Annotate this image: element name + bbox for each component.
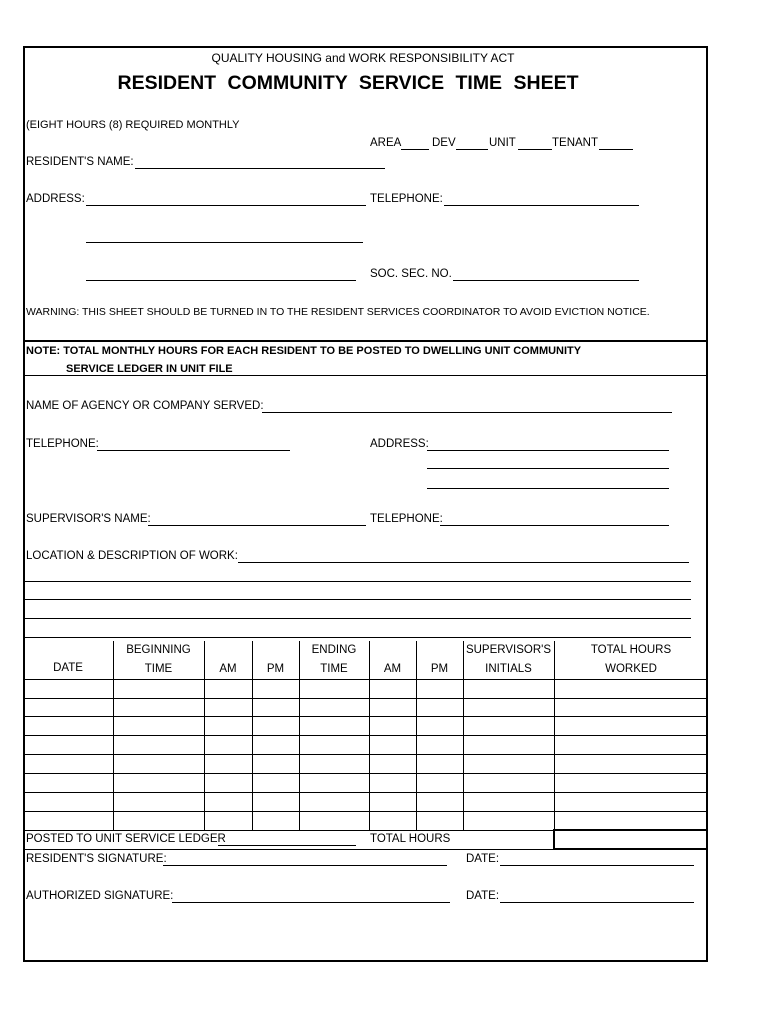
resident-signature-label: RESIDENT'S SIGNATURE: [26,853,167,865]
agency-address-label: ADDRESS: [370,438,429,450]
address-label: ADDRESS: [26,193,85,205]
col-supervisor-header-2: INITIALS [485,663,532,675]
authorized-signature-label: AUTHORIZED SIGNATURE: [26,890,174,902]
area-label: AREA [370,137,402,149]
col-end-header-1: ENDING [311,644,357,656]
supervisor-telephone-field[interactable] [440,525,669,526]
table-row[interactable] [23,811,708,812]
col-begin-header-2: TIME [144,663,173,675]
note-underline [23,375,708,376]
footer-divider [23,849,553,850]
description-line-1[interactable] [23,581,691,582]
warning-text: WARNING: THIS SHEET SHOULD BE TURNED IN TO THE RESIDENT SERVICES COORDINATOR TO AVOID EVICTION NOTICE. [26,306,650,318]
resident-signature-field[interactable] [163,865,447,866]
posted-ledger-field[interactable] [218,845,356,846]
ssn-label: SOC. SEC. NO. [370,268,452,280]
col-date-header: DATE [53,662,83,674]
description-line-4[interactable] [23,637,691,638]
telephone-label: TELEPHONE: [370,193,443,205]
col-pm-header: PM [266,663,285,675]
ssn-field[interactable] [453,280,639,281]
section-divider [23,340,708,342]
table-row[interactable] [23,754,708,755]
location-label: LOCATION & DESCRIPTION OF WORK: [26,550,238,562]
agency-telephone-field[interactable] [97,450,290,451]
agency-telephone-label: TELEPHONE: [26,438,99,450]
table-row[interactable] [23,830,553,831]
agency-address-line-3[interactable] [427,488,669,489]
agency-address-field[interactable] [427,450,669,451]
telephone-field[interactable] [444,205,639,206]
unit-field[interactable] [518,149,552,150]
agency-name-field[interactable] [262,412,672,413]
table-row[interactable] [23,735,708,736]
address-line-3[interactable] [86,280,356,281]
form-frame [23,46,708,962]
hours-requirement: (EIGHT HOURS (8) REQUIRED MONTHLY [26,119,240,131]
col-end-header-2: TIME [320,663,348,675]
total-hours-label: TOTAL HOURS [370,833,451,845]
table-row[interactable] [23,679,708,680]
table-row[interactable] [23,773,708,774]
agency-address-line-2[interactable] [427,468,669,469]
col-total-header-2: WORKED [605,663,657,675]
dev-field[interactable] [456,149,488,150]
posted-ledger-label: POSTED TO UNIT SERVICE LEDGER [26,833,226,845]
table-row[interactable] [23,716,708,717]
address-field[interactable] [86,205,366,206]
description-line-2[interactable] [23,599,691,600]
area-field[interactable] [401,149,429,150]
resident-name-label: RESIDENT'S NAME: [26,156,134,168]
address-line-2[interactable] [86,242,363,243]
table-row[interactable] [23,792,708,793]
tenant-field[interactable] [599,149,633,150]
dev-label: DEV [432,137,456,149]
col-pm2-header: PM [430,663,449,675]
resident-name-field[interactable] [135,168,385,169]
col-total-header-1: TOTAL HOURS [590,644,672,656]
col-am2-header: AM [383,663,402,675]
table-row[interactable] [23,698,708,699]
total-hours-box[interactable] [553,829,708,850]
note-line-2: SERVICE LEDGER IN UNIT FILE [66,363,233,375]
note-line-1: NOTE: TOTAL MONTHLY HOURS FOR EACH RESIDENT TO BE POSTED TO DWELLING UNIT COMMUNITY [26,345,582,357]
location-field[interactable] [238,562,689,563]
supervisor-name-label: SUPERVISOR'S NAME: [26,513,151,525]
authorized-date-label: DATE: [466,890,500,902]
supervisor-name-field[interactable] [148,525,366,526]
supervisor-telephone-label: TELEPHONE: [370,513,443,525]
form-title: RESIDENT COMMUNITY SERVICE TIME SHEET [117,72,579,94]
resident-date-label: DATE: [466,853,500,865]
authorized-date-field[interactable] [500,902,694,903]
description-line-3[interactable] [23,618,691,619]
act-heading: QUALITY HOUSING and WORK RESPONSIBILITY ACT [211,51,515,65]
resident-date-field[interactable] [500,865,694,866]
tenant-label: TENANT [552,137,598,149]
col-am-header: AM [219,663,237,675]
col-supervisor-header-1: SUPERVISOR'S [465,644,552,656]
col-begin-header-1: BEGINNING [126,644,191,656]
unit-label: UNIT [489,137,516,149]
agency-name-label: NAME OF AGENCY OR COMPANY SERVED: [26,400,264,412]
authorized-signature-field[interactable] [172,902,450,903]
